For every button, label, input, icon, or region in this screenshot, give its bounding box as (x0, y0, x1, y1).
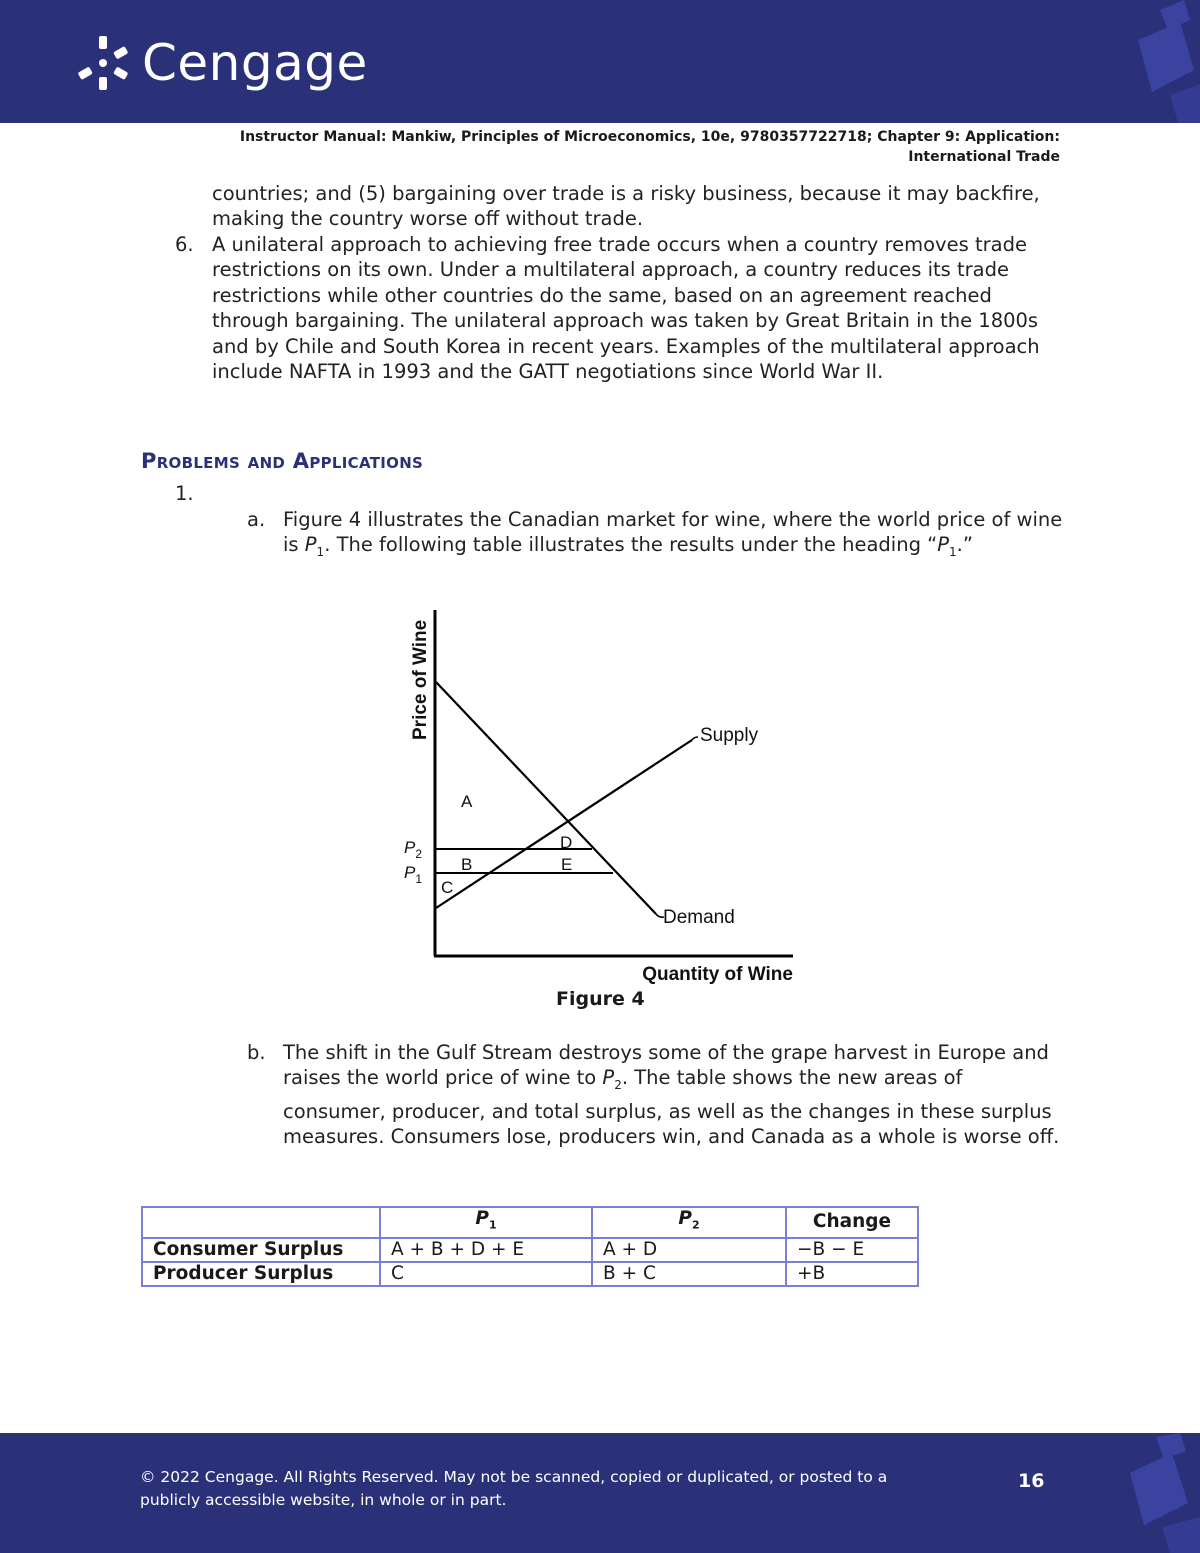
part-a-text-1: Figure 4 illustrates the Canadian market for wine, where the world price of wine is (283, 508, 1063, 557)
part-a-label: a. (247, 508, 266, 531)
region-a-label: A (461, 792, 473, 811)
part-a-var-1: P (304, 533, 317, 557)
header-p1-sub: 1 (488, 1218, 497, 1232)
copyright-notice: © 2022 Cengage. All Rights Reserved. May not be scanned, copied or duplicated, or posted to a publicly accessible website, in whole or in part. (140, 1468, 888, 1509)
demand-label: Demand (663, 907, 735, 928)
y-axis-label: Price of Wine (410, 619, 431, 740)
part-a-text-2: . The following table illustrates the results under the heading “ (324, 533, 938, 557)
p1-letter: P (404, 863, 416, 882)
part-a-sub-1: 1 (316, 545, 325, 560)
running-head: Instructor Manual: Mankiw, Principles of Microeconomics, 10e, 9780357722718; Chapter 9: Application: International Trade (239, 129, 1060, 165)
cell-change: −B − E (786, 1238, 918, 1262)
header-p2 (592, 1207, 786, 1238)
region-e-label: E (561, 855, 573, 874)
row-label: Consumer Surplus (142, 1238, 380, 1262)
section-heading: Problems and Applications (141, 449, 424, 473)
part-b-text-2: . The table shows the new areas of consumer, producer, and total surplus, as well as the changes in these surplus measures. Consumers lose, producers win, and Canada as a whole is worse off. (283, 1066, 1060, 1149)
cell-p1: A + B + D + E (380, 1238, 592, 1262)
p2-subscript: 2 (415, 847, 423, 861)
problem-number: 1. (175, 482, 194, 505)
p1-subscript: 1 (415, 872, 423, 886)
header-p2-letter: P (678, 1208, 692, 1229)
header-band (0, 0, 1200, 123)
p1-label (404, 863, 422, 886)
list-number: 6. (175, 233, 194, 256)
supply-label: Supply (700, 725, 759, 746)
part-b-text-1: The shift in the Gulf Stream destroys some of the grape harvest in Europe and raises the world price of wine to (283, 1041, 1049, 1090)
region-d-label: D (560, 833, 573, 852)
cell-p1: C (380, 1262, 592, 1286)
cell-p2: B + C (592, 1262, 786, 1286)
supply-demand-chart (380, 600, 820, 1020)
header-p2-sub: 2 (691, 1218, 700, 1232)
region-c-label: C (441, 878, 454, 897)
part-a-sub-2: 1 (949, 545, 957, 560)
footer-decoration-icon (1110, 1433, 1200, 1553)
cengage-mark-icon (72, 32, 134, 94)
part-a-text (283, 507, 1063, 566)
surplus-table (141, 1206, 919, 1287)
supply-label-tick (692, 737, 698, 740)
part-b-sub: 2 (614, 1078, 622, 1093)
x-axis-label: Quantity of Wine (642, 964, 793, 985)
supply-curve (436, 740, 692, 908)
continuation-paragraph: countries; and (5) bargaining over trade is a risky business, because it may backfire, making the country worse off without trade. (212, 182, 1040, 231)
figure-4 (380, 600, 820, 1020)
table-row (142, 1262, 918, 1286)
list-item-text: A unilateral approach to achieving free trade occurs when a country removes trade restrictions on its own. Under a multilateral approach, a country reduces its trade restrictions while other countries do the same, based on an agreement reached through bargaining. The unilateral approach was taken by Great Britain in the 1800s and by Chile and South Korea in recent years. Examples of the multilateral approach include NAFTA in 1993 and the GATT negotiations since World War II. (212, 233, 1040, 384)
part-a-text-3: .” (956, 533, 973, 557)
table-header-row (142, 1207, 918, 1238)
part-b-var: P (602, 1066, 615, 1090)
header-p1 (380, 1207, 592, 1238)
corner-decoration-icon (1120, 0, 1200, 123)
row-label: Producer Surplus (142, 1262, 380, 1286)
header-blank (142, 1207, 380, 1238)
figure-caption: Figure 4 (556, 988, 645, 1010)
part-b-text (283, 1040, 1063, 1150)
header-p1-letter: P (475, 1208, 489, 1229)
p2-letter: P (404, 838, 416, 857)
part-a-var-2: P (937, 533, 950, 557)
table-row (142, 1238, 918, 1262)
page-number: 16 (1018, 1470, 1045, 1492)
cell-change: +B (786, 1262, 918, 1286)
p2-label (404, 838, 422, 861)
cell-p2: A + D (592, 1238, 786, 1262)
brand-name: Cengage (142, 34, 368, 92)
header-change: Change (786, 1207, 918, 1238)
cengage-logo (72, 32, 368, 94)
region-b-label: B (461, 855, 473, 874)
part-b-label: b. (247, 1041, 266, 1064)
